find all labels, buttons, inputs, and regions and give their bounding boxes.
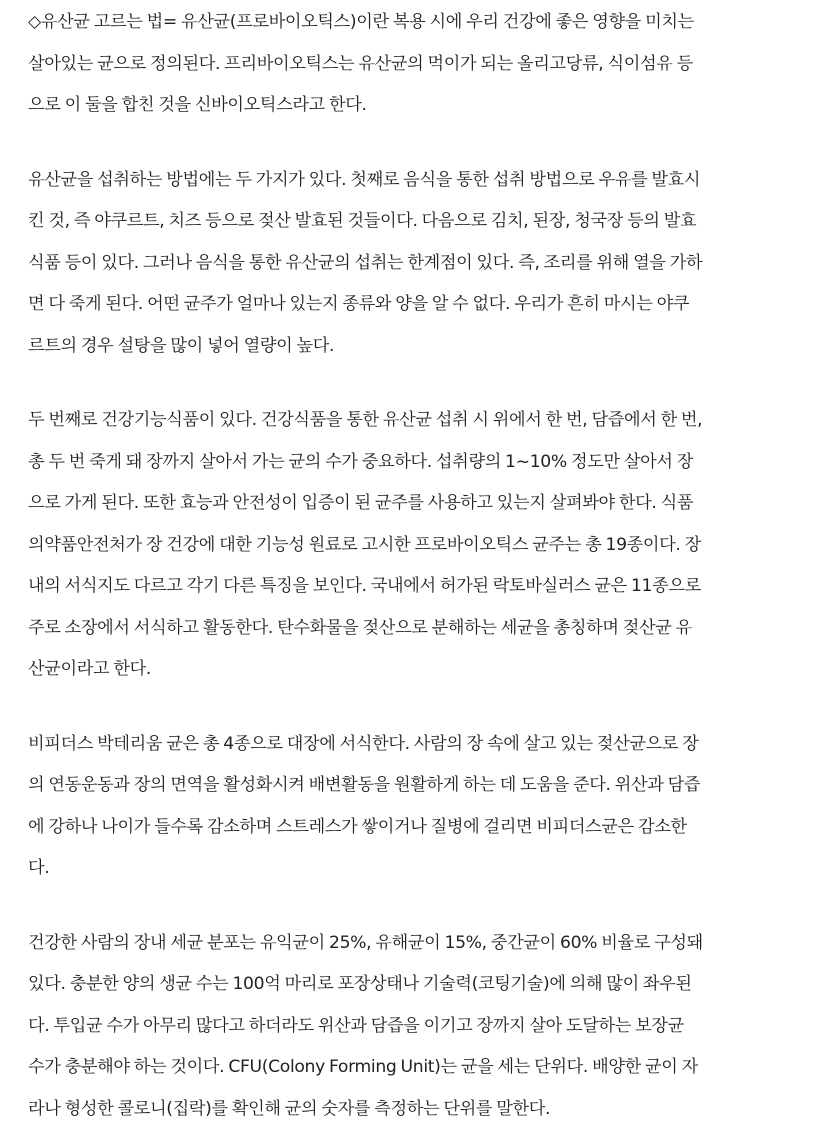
text-line: 주로 소장에서 서식하고 활동한다. 탄수화물을 젖산으로 분해하는 세균을 총칭하며 젖산균 유: [28, 608, 821, 650]
text-line: 다. 투입균 수가 아무리 많다고 하더라도 위산과 담즙을 이기고 장까지 살아 도달하는 보장균: [28, 1006, 821, 1048]
paragraph-health-supplements: [28, 400, 821, 691]
text-line: 킨 것, 즉 야쿠르트, 치즈 등으로 젖산 발효된 것들이다. 다음으로 김치, 된장, 청국장 등의 발효: [28, 201, 821, 243]
paragraph-gut-flora-cfu: [28, 923, 821, 1130]
paragraph-gap: [28, 367, 821, 400]
paragraph-gap: [28, 890, 821, 923]
text-line: 산균이라고 한다.: [28, 649, 821, 691]
paragraph-gap: [28, 691, 821, 724]
text-line: 총 두 번 죽게 돼 장까지 살아서 가는 균의 수가 중요하다. 섭취량의 1~10% 정도만 살아서 장: [28, 442, 821, 484]
text-line: 의 연동운동과 장의 면역을 활성화시켜 배변활동을 원활하게 하는 데 도움을 준다. 위산과 담즙: [28, 765, 821, 807]
text-line: 비피더스 박테리움 균은 총 4종으로 대장에 서식한다. 사람의 장 속에 살고 있는 젖산균으로 장: [28, 724, 821, 766]
paragraph-probiotics-definition: [28, 0, 821, 127]
text-line: 식품 등이 있다. 그러나 음식을 통한 유산균의 섭취는 한계점이 있다. 즉, 조리를 위해 열을 가하: [28, 243, 821, 285]
text-line: 두 번째로 건강기능식품이 있다. 건강식품을 통한 유산균 섭취 시 위에서 한 번, 담즙에서 한 번,: [28, 400, 821, 442]
text-line: 에 강하나 나이가 들수록 감소하며 스트레스가 쌓이거나 질병에 걸리면 비피더스균은 감소한: [28, 807, 821, 849]
text-line: 내의 서식지도 다르고 각기 다른 특징을 보인다. 국내에서 허가된 락토바실러스 균은 11종으로: [28, 566, 821, 608]
text-line: 으로 이 둘을 합친 것을 신바이오틱스라고 한다.: [28, 85, 821, 127]
text-line: 라나 형성한 콜로니(집락)를 확인해 균의 숫자를 측정하는 단위를 말한다.: [28, 1089, 821, 1130]
text-line: 있다. 충분한 양의 생균 수는 100억 마리로 포장상태나 기술력(코팅기술)에 의해 많이 좌우된: [28, 964, 821, 1006]
text-line: 으로 가게 된다. 또한 효능과 안전성이 입증이 된 균주를 사용하고 있는지 살펴봐야 한다. 식품: [28, 483, 821, 525]
text-line: 유산균을 섭취하는 방법에는 두 가지가 있다. 첫째로 음식을 통한 섭취 방법으로 우유를 발효시: [28, 160, 821, 202]
text-line: ◇유산균 고르는 법= 유산균(프로바이오틱스)이란 복용 시에 우리 건강에 좋은 영향을 미치는: [28, 2, 821, 44]
paragraph-bifidobacterium: [28, 724, 821, 890]
text-line: 의약품안전처가 장 건강에 대한 기능성 원료로 고시한 프로바이오틱스 균주는 총 19종이다. 장: [28, 525, 821, 567]
paragraph-intake-methods: [28, 160, 821, 368]
text-line: 건강한 사람의 장내 세균 분포는 유익균이 25%, 유해균이 15%, 중간균이 60% 비율로 구성돼: [28, 923, 821, 965]
text-line: 살아있는 균으로 정의된다. 프리바이오틱스는 유산균의 먹이가 되는 올리고당류, 식이섬유 등: [28, 44, 821, 86]
text-line: 면 다 죽게 된다. 어떤 균주가 얼마나 있는지 종류와 양을 알 수 없다. 우리가 흔히 마시는 야쿠: [28, 284, 821, 326]
text-line: 르트의 경우 설탕을 많이 넣어 열량이 높다.: [28, 326, 821, 368]
text-line: 수가 충분해야 하는 것이다. CFU(Colony Forming Unit)는 균을 세는 단위다. 배양한 균이 자: [28, 1047, 821, 1089]
text-line: 다.: [28, 848, 821, 890]
paragraph-gap: [28, 127, 821, 160]
